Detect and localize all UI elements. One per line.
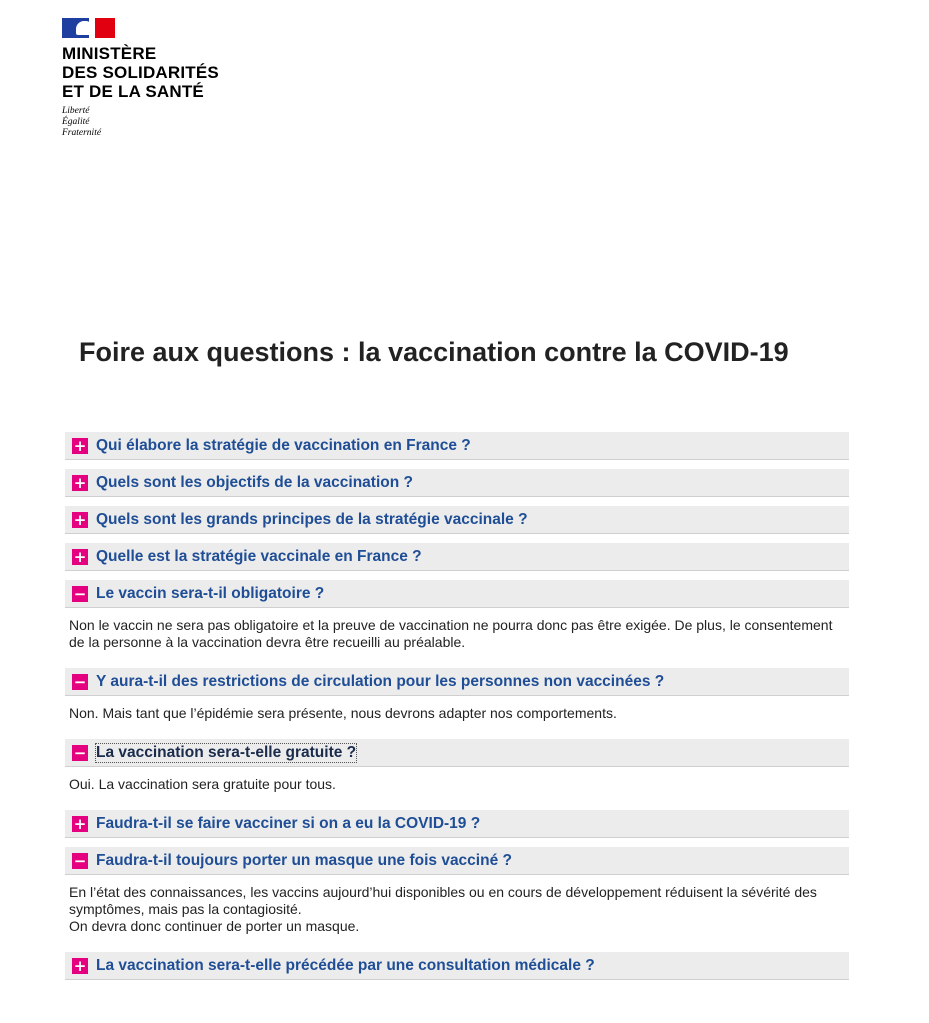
expand-icon[interactable]: + — [73, 956, 87, 975]
ministry-line: MINISTÈRE — [62, 44, 157, 63]
faq-answer — [65, 875, 849, 935]
ministry-name — [62, 44, 219, 101]
faq-question-label[interactable]: Faudra-t-il toujours porter un masque une fois vacciné ? — [96, 851, 512, 869]
faq-question[interactable] — [65, 847, 849, 875]
expand-icon[interactable]: + — [73, 814, 87, 833]
faq-question-label[interactable]: Quelle est la stratégie vaccinale en France ? — [96, 547, 422, 565]
faq-question[interactable] — [65, 506, 849, 534]
faq-question-label[interactable]: Y aura-t-il des restrictions de circulation pour les personnes non vaccinées ? — [96, 672, 665, 690]
motto-line: Égalité — [62, 117, 90, 127]
faq-question[interactable] — [65, 810, 849, 838]
faq-question-label[interactable]: La vaccination sera-t-elle précédée par une consultation médicale ? — [96, 956, 595, 974]
faq-list — [65, 432, 849, 989]
faq-question[interactable] — [65, 432, 849, 460]
ministry-line: ET DE LA SANTÉ — [62, 82, 204, 101]
faq-question[interactable] — [65, 543, 849, 571]
ministry-logo[interactable] — [62, 18, 219, 139]
faq-answer-text: On devra donc continuer de porter un masque. — [69, 918, 360, 934]
collapse-icon[interactable]: − — [73, 672, 87, 691]
ministry-line: DES SOLIDARITÉS — [62, 63, 219, 82]
faq-question-label[interactable]: Le vaccin sera-t-il obligatoire ? — [96, 584, 325, 602]
faq-question-label[interactable]: Quels sont les objectifs de la vaccination ? — [96, 473, 413, 491]
marianne-flag-icon — [62, 18, 115, 38]
expand-icon[interactable]: + — [73, 436, 87, 455]
faq-answer-text: Non le vaccin ne sera pas obligatoire et la preuve de vaccination ne pourra donc pas être exigée. De plus, le consentement de la personne à la vaccination devra être recueilli au préalable. — [69, 617, 833, 650]
faq-question-label[interactable]: Faudra-t-il se faire vacciner si on a eu la COVID-19 ? — [96, 814, 481, 832]
motto-line: Fraternité — [62, 128, 102, 138]
page-title: Foire aux questions : la vaccination contre la COVID-19 — [79, 337, 789, 367]
faq-answer-text: En l’état des connaissances, les vaccins aujourd’hui disponibles ou en cours de développement réduisent la sévérité des symptômes, mais pas la contagiosité. — [69, 884, 817, 917]
collapse-icon[interactable]: − — [73, 851, 87, 870]
republic-motto — [62, 106, 219, 139]
faq-question-label[interactable]: Quels sont les grands principes de la stratégie vaccinale ? — [96, 510, 528, 528]
collapse-icon[interactable]: − — [73, 743, 87, 762]
faq-question[interactable] — [65, 580, 849, 608]
faq-answer-text: Non. Mais tant que l’épidémie sera présente, nous devrons adapter nos comportements. — [69, 705, 617, 721]
faq-question[interactable] — [65, 668, 849, 696]
faq-question[interactable] — [65, 952, 849, 980]
faq-answer — [65, 767, 849, 793]
faq-answer — [65, 696, 849, 722]
faq-answer-text: Oui. La vaccination sera gratuite pour tous. — [69, 776, 336, 792]
expand-icon[interactable]: + — [73, 547, 87, 566]
faq-question-label[interactable]: La vaccination sera-t-elle gratuite ? — [96, 743, 357, 761]
faq-answer — [65, 608, 849, 651]
faq-question[interactable] — [65, 739, 849, 767]
faq-question-label[interactable]: Qui élabore la stratégie de vaccination en France ? — [96, 436, 471, 454]
motto-line: Liberté — [62, 106, 90, 116]
collapse-icon[interactable]: − — [73, 584, 87, 603]
expand-icon[interactable]: + — [73, 510, 87, 529]
expand-icon[interactable]: + — [73, 473, 87, 492]
faq-question[interactable] — [65, 469, 849, 497]
